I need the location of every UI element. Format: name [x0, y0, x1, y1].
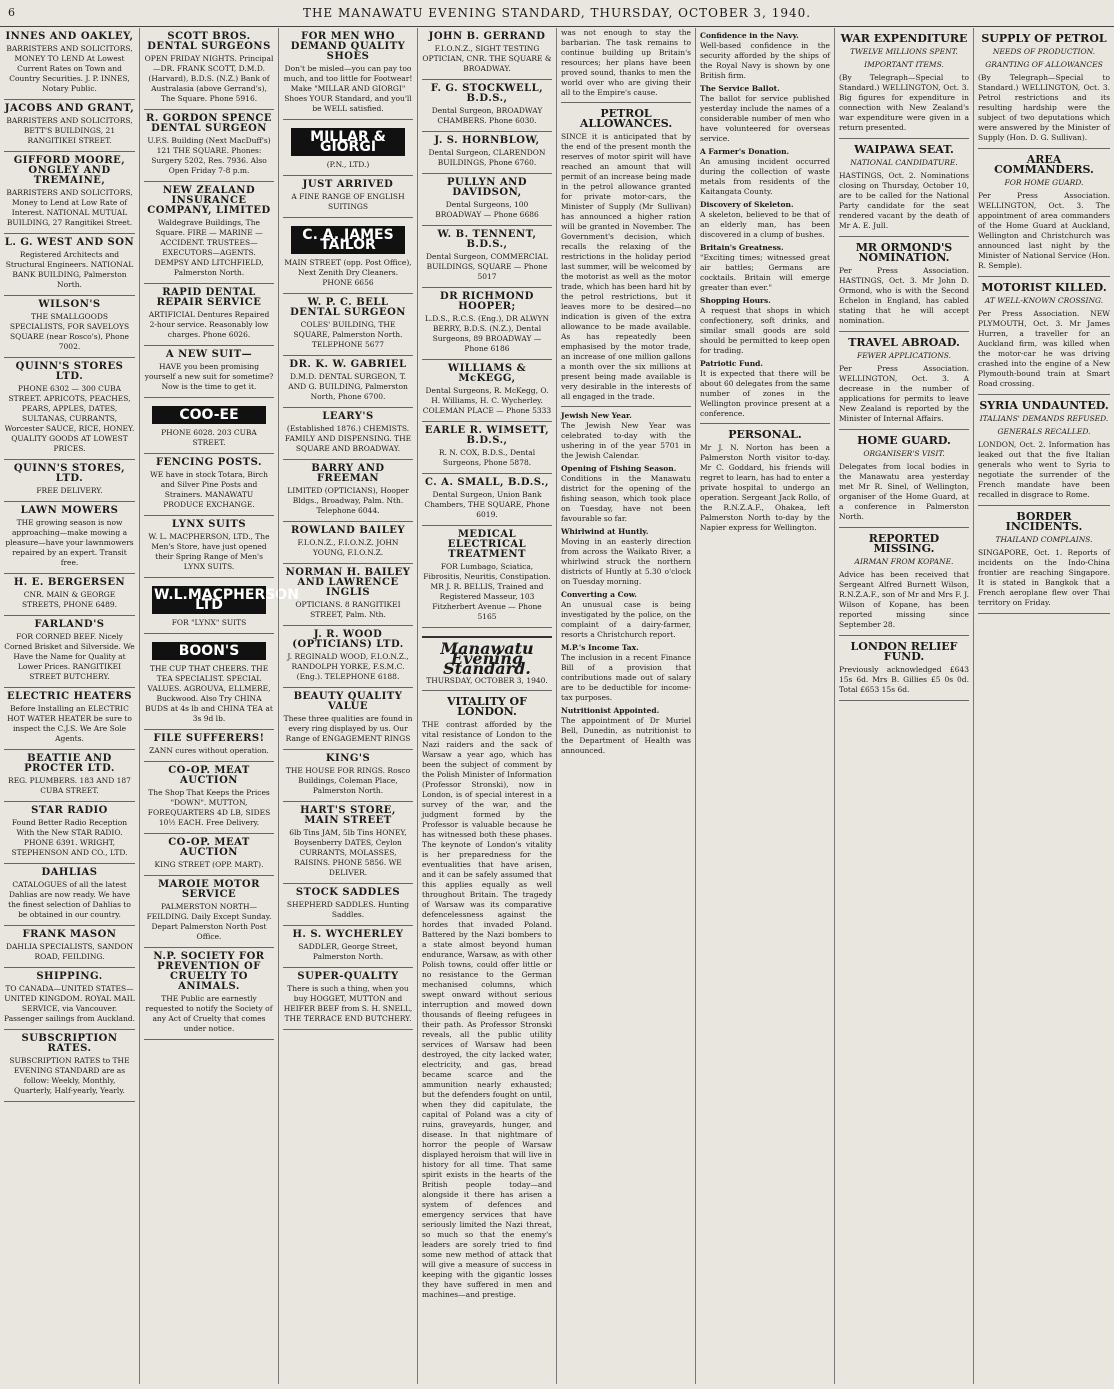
col8-story-headline: BORDER INCIDENTS.	[1005, 510, 1083, 533]
col6-paragraph: It is expected that there will be about 60 delegates from the same number of zones in the Wellington province present at a conference.	[700, 369, 830, 418]
col4-ad-heading: PULLYN AND DAVIDSON,	[447, 177, 527, 198]
col2-ad-heading: N.P. SOCIETY FOR PREVENTION OF CRUELTY TO ANIMALS.	[153, 951, 265, 992]
col6-paragraph: An amusing incident occurred during the collection of waste metals from residents of the Kaitangata County.	[700, 157, 830, 196]
col5-subhead: Nutritionist Appointed.	[561, 706, 660, 715]
col1-ad-heading: SUBSCRIPTION RATES.	[21, 1033, 118, 1054]
col1-ad	[4, 968, 135, 1030]
col2-ad-heading: A NEW SUIT—	[165, 349, 253, 360]
col8-story-subhead: GRANTING OF ALLOWANCES	[985, 60, 1103, 69]
col8-story-subhead: THAILAND COMPLAINS.	[995, 535, 1093, 544]
col8-story-body: Per Press Association. WELLINGTON, Oct. 3. The appointment of area commanders of the Home Guard at Auckland, Wellington and Christchurch was announced last night by the Minister of National Service (Hon. R. Semple).	[978, 191, 1110, 270]
col3-ad	[283, 564, 413, 626]
col3-ad-text: LIMITED (OPTICIANS), Hooper Bldgs., Broadway, Palm. Nth. Telephone 6044.	[287, 486, 409, 515]
col3-ad-heading: MILLAR & GIORGI	[291, 128, 405, 156]
col1-ad-text: CATALOGUES of all the latest Dahlias are now ready. We have the finest selection of Dahlias to be obtained in our country.	[8, 880, 131, 919]
col1-ad-heading: H. E. BERGERSEN	[13, 577, 126, 588]
col2-ad	[144, 634, 274, 730]
col2-ad-heading: MAROIE MOTOR SERVICE	[158, 879, 260, 900]
col8-story-body: Per Press Association. NEW PLYMOUTH, Oct. 3. Mr James Hurren, a traveller for an Auckland firm, was killed when the motor-car he was driving crashed into the engine of a New Plymouth-bound train at Smart Road crossing.	[978, 309, 1110, 388]
col6-paragraph: "Exciting times; witnessed great air battles; Germans are cocktails. Britain will emerge greater than ever."	[700, 253, 830, 292]
col1-ad-text: Registered Architects and Structural Engineers. NATIONAL BANK BUILDING, Palmerston North.	[5, 250, 134, 289]
col4-ad-text: Dental Surgeon, BROADWAY CHAMBERS. Phone 6030.	[431, 106, 543, 125]
personal-title: PERSONAL.	[728, 428, 802, 441]
col7-story-headline: LONDON RELIEF FUND.	[850, 640, 958, 663]
col1-ad-text: REG. PLUMBERS. 183 AND 187 CUBA STREET.	[8, 776, 131, 795]
col6-paragraph: Well-based confidence in the security afforded by the ships of the Royal Navy is shown by one British firm.	[700, 41, 830, 80]
col4-ad	[422, 132, 552, 174]
col5-paragraph: The appointment of Dr Muriel Bell, Dunedin, as nutritionist to the Department of Health was announced.	[561, 716, 691, 755]
col1-ad	[4, 28, 135, 100]
col7-story	[839, 338, 969, 430]
col4-ad-text: FOR Lumbago, Sciatica, Fibrositis, Neuritis, Constipation. MR J. R. BELLIS, Trained and Registered Masseur, 103 Fitzherbert Avenue — Phone 5165	[423, 562, 551, 621]
col4-ad	[422, 226, 552, 288]
col4-ad-heading: EARLE R. WIMSETT, B.D.S.,	[424, 425, 550, 446]
editorial-date: THURSDAY, OCTOBER 3, 1940.	[426, 676, 548, 685]
col5-paragraph: An unusual case is being investigated by the police, on the complaint of a dairy-farmer, resorts a Christchurch report.	[561, 600, 691, 639]
col2-ad-text: FOR "LYNX" SUITS	[171, 618, 247, 627]
col7-story-subhead: ORGANISER'S VISIT.	[863, 449, 945, 458]
page-number: 6	[8, 6, 15, 19]
col1-ad	[4, 502, 135, 574]
col3-ad-heading: BARRY AND FREEMAN	[311, 463, 385, 484]
col2-ad-text: THE Public are earnestly requested to notify the Society of any Act of Cruelty that comes under notice.	[145, 994, 273, 1033]
col7-story	[839, 436, 969, 528]
col7-story-body: Previously acknowledged £643 15s 6d. Mrs B. Gillies £5 0s 0d. Total £653 15s 6d.	[839, 665, 969, 694]
col2-ad	[144, 110, 274, 182]
col2-ad	[144, 730, 274, 762]
col7-story-body: Per Press Association. HASTINGS, Oct. 3. Mr John D. Ormond, who is with the Second Echelon in England, has cabled stating that he will accept nomination.	[839, 266, 969, 325]
col8-story	[978, 155, 1110, 277]
col2-ad-heading: CO-OP. MEAT AUCTION	[168, 837, 250, 858]
col4-ad-heading: MEDICAL ELECTRICAL TREATMENT	[447, 529, 527, 560]
col4-ad-text: Dental Surgeon, CLARENDON BUILDINGS, Phone 6760.	[428, 148, 546, 167]
col3-ad-text: OPTICIANS. 8 RANGITIKEI STREET, Palm. Nth.	[295, 600, 401, 619]
col7-story	[839, 642, 969, 701]
col3-ad	[283, 356, 413, 408]
col2-ad-text: HAVE you been promising yourself a new suit for sometime? Now is the time to get it.	[144, 362, 274, 391]
col1-ad-text: TO CANADA—UNITED STATES—UNITED KINGDOM. ROYAL MAIL SERVICE, via Vancouver. Passenger sailings from Auckland.	[4, 984, 135, 1023]
col3-ad-heading: FOR MEN WHO DEMAND QUALITY SHOES	[290, 31, 406, 62]
col1-ad-text: Before Installing an ELECTRIC HOT WATER HEATER be sure to inspect the C.J.S. We Are Sole Agents.	[7, 704, 132, 743]
petrol-allowances-title: PETROL ALLOWANCES.	[579, 107, 673, 130]
col4-ad-heading: W. B. TENNENT, B.D.S.,	[437, 229, 537, 250]
col2-ad	[144, 398, 274, 454]
col1-ad-text: SUBSCRIPTION RATES to THE EVENING STANDARD are as follow: Weekly, Monthly, Quarterly, Half-yearly, Yearly.	[9, 1056, 130, 1095]
col1-ad-heading: ELECTRIC HEATERS	[7, 691, 132, 702]
col8-story-body: (By Telegraph—Special to Standard.) WELLINGTON, Oct. 3. Petrol restrictions and its resulting hardship were the subject of two deputations which were answered by the Minister of Supply (Hon. D. G. Sullivan).	[978, 73, 1110, 142]
col2-ad-heading: R. GORDON SPENCE DENTAL SURGEON	[146, 113, 272, 134]
col1-ad-text: Found Better Radio Reception With the New STAR RADIO. PHONE 6391. WRIGHT, STEPHENSON AND CO., LTD.	[11, 818, 128, 857]
col7-story-headline: WAIPAWA SEAT.	[854, 143, 954, 156]
col3-ad-text: 6lb Tins JAM, 5lb Tins HONEY, Boysenberry DATES, Ceylon CURRANTS, MOLASSES, RAISINS. PHONE 5856. WE DELIVER.	[289, 828, 407, 877]
col7-story-subhead: TWELVE MILLIONS SPENT.	[850, 47, 958, 56]
col4-ad	[422, 174, 552, 226]
col3-ad-heading: NORMAN H. BAILEY AND LAWRENCE INGLIS	[285, 567, 411, 598]
col4-ad-heading: DR RICHMOND HOOPER;	[440, 291, 534, 312]
col3-ad-heading: LEARY'S	[322, 411, 374, 422]
col4-ad	[422, 526, 552, 628]
personal-body: Mr J. N. Norton has been a Palmerston North visitor to-day. Mr C. Goddard, his friends will regret to learn, has had to enter a private hospital to undergo an operation. Sergeant Jack Rollo, of the R.N.Z.A.F., Ohakea, left Palmerston North to-day by the Napier express for Wellington.	[700, 443, 830, 532]
column-2	[139, 28, 299, 1384]
col2-ad-heading: SCOTT BROS. DENTAL SURGEONS	[147, 31, 271, 52]
col8-story-subhead: ITALIANS' DEMANDS REFUSED.	[979, 414, 1109, 423]
col6-paragraph: The ballot for service published yesterday include the names of a considerable number of men who have volunteered for overseas service.	[700, 94, 830, 143]
column-8	[973, 28, 1114, 1384]
col2-ad	[144, 28, 274, 110]
col1-ad-heading: GIFFORD MOORE, ONGLEY AND TREMAINE,	[13, 155, 126, 186]
column-5	[556, 28, 695, 1384]
col2-ad-heading: COO-EE	[152, 406, 266, 424]
col1-ad	[4, 152, 135, 234]
col3-ad	[283, 176, 413, 218]
col7-story-headline: HOME GUARD.	[857, 434, 951, 447]
col3-ad-text: THE HOUSE FOR RINGS. Rosco Buildings, Coleman Place, Palmerston North.	[285, 766, 411, 795]
col2-ad	[144, 346, 274, 398]
col2-ad	[144, 182, 274, 284]
col3-ad-heading: JUST ARRIVED	[302, 179, 394, 190]
col8-story	[978, 34, 1110, 149]
col1-ad-text: DAHLIA SPECIALISTS, SANDON ROAD, FEILDING.	[5, 942, 134, 961]
col6-subhead: Discovery of Skeleton.	[700, 200, 794, 209]
col1-ad-heading: QUINN'S STORES LTD.	[15, 361, 124, 382]
col3-ad-text: J. REGINALD WOOD, F.I.O.N.Z., RANDOLPH YORKE, F.S.M.C. (Eng.). TELEPHONE 6188.	[287, 652, 409, 681]
col1-ad-text: PHONE 6302 — 300 CUBA STREET. APRICOTS, PEACHES, PEARS, APPLES, DATES, SULTANAS, CURRANTS, Worcester SAUCE, RICE, HONEY. QUALITY GOODS AT LOWEST PRICES.	[4, 384, 135, 453]
col7-story-headline: WAR EXPENDITURE	[840, 32, 968, 45]
col2-ad-text: WE have in stock Totara, Birch and Silver Pine Posts and Strainers. MANAWATU PRODUCE EXCHANGE.	[150, 470, 268, 509]
col3-ad-heading: SUPER-QUALITY	[297, 971, 399, 982]
col7-story-headline: MR ORMOND'S NOMINATION.	[855, 241, 953, 264]
col3-ad-text: D.M.D. DENTAL SURGEON, T. AND G. BUILDING, Palmerston North, Phone 6700.	[288, 372, 408, 401]
col5-paragraph: The inclusion in a recent Finance Bill of a provision that contributions made out of salary are to be deductible for income-tax purposes.	[561, 653, 691, 702]
masthead	[0, 0, 1114, 27]
col3-ad-text: COLES' BUILDING, THE SQUARE, Palmerston North. TELEPHONE 5677	[293, 320, 403, 349]
col8-story-subhead: AT WELL-KNOWN CROSSING.	[984, 296, 1104, 305]
col3-ad	[283, 626, 413, 688]
col8-story	[978, 401, 1110, 506]
newspaper-title: THE MANAWATU EVENING STANDARD, THURSDAY, OCTOBER 3, 1940.	[302, 6, 812, 20]
col3-ad	[283, 294, 413, 356]
col3-ad-text: A FINE RANGE OF ENGLISH SUITINGS	[291, 192, 405, 211]
col2-ad	[144, 762, 274, 834]
col1-ad-heading: STAR RADIO	[31, 805, 108, 816]
col8-story-body: LONDON, Oct. 2. Information has leaked out that the five Italian generals who went to Syria to negotiate the surrender of the French mandate have been recalled in disgrace to Rome.	[978, 440, 1110, 499]
col1-ad-text: FREE DELIVERY.	[36, 486, 103, 495]
col7-story-body: Delegates from local bodies in the Manawatu area yesterday met Mr R. Sinel, of Wellington, organiser of the Home Guard, at a conference in Palmerston North.	[839, 462, 969, 521]
col1-ad	[4, 1030, 135, 1102]
col3-ad	[283, 28, 413, 120]
col3-ad	[283, 120, 413, 176]
col7-story	[839, 243, 969, 332]
col5-paragraph: The Jewish New Year was celebrated to-day with the ushering in of the year 5701 in the Jewish Calendar.	[561, 421, 691, 460]
col3-ad-text: SHEPHERD SADDLES. Hunting Saddles.	[286, 900, 410, 919]
col1-ad	[4, 926, 135, 968]
col1-ad-text: THE SMALLGOODS SPECIALISTS, FOR SAVELOYS SQUARE (near Rosco's), Phone 7002.	[9, 312, 130, 351]
col2-ad-heading: RAPID DENTAL REPAIR SERVICE	[156, 287, 262, 308]
col2-ad-text: W. L. MACPHERSON, LTD., The Men's Store, have just opened their Spring Range of Men's LYNX SUITS.	[148, 532, 270, 571]
col3-ad-text: (Established 1876.) CHEMISTS. FAMILY AND DISPENSING. THE SQUARE AND BROADWAY.	[284, 424, 412, 453]
col2-ad-heading: FILE SUFFERERS!	[153, 733, 265, 744]
col2-ad-text: OPEN FRIDAY NIGHTS. Principal—DR. FRANK SCOTT, D.M.D. (Harvard), B.D.S. (N.Z.) Bank of Australasia (above Gerrand's), The Square. Phone 5916.	[144, 54, 274, 103]
col8-story-headline: MOTORIST KILLED.	[981, 281, 1107, 294]
col7-story-body: Per Press Association. WELLINGTON, Oct. 3. A decrease in the number of applications for permits to leave New Zealand is reported by the Minister of Internal Affairs.	[839, 364, 969, 423]
col8-story-headline: SYRIA UNDAUNTED.	[979, 399, 1109, 412]
col1-ad-heading: DAHLIAS	[41, 867, 98, 878]
col3-ad	[283, 802, 413, 884]
col7-story-subhead: AIRMAN FROM KOPANE.	[854, 557, 954, 566]
col6-paragraph: A skeleton, believed to be that of an elderly man, has been discovered in a clump of bushes.	[700, 210, 830, 239]
col3-ad-text: F.I.O.N.Z., F.I.O.N.Z. JOHN YOUNG, F.I.O.N.Z.	[297, 538, 399, 557]
col1-ad	[4, 864, 135, 926]
col7-story-body: HASTINGS, Oct. 2. Nominations closing on Thursday, October 10, are to be called for the National Party candidate for the seat rendered vacant by the death of Mr A. E. Jull.	[839, 171, 969, 230]
col1-ad-heading: FARLAND'S	[34, 619, 105, 630]
col6-paragraph: A request that shops in which confectionery, soft drinks, and similar small goods are sold should be permitted to keep open for trading.	[700, 306, 830, 355]
petrol-allowances-body: SINCE it is anticipated that by the end of the present month the reserves of motor spirit will have reached an amount that will permit of an increase being made in the petrol allowance granted for private motor-cars, the Minister of Supply (Mr Sullivan) has announced a higher ration will be granted in November. The Government's decision, which recalls the relaxing of the restrictions in the holiday period last summer, will be welcomed by the motorist as well as the motor trade, which has been hard hit by the petrol restrictions, but it leaves more to be desired—no indication is given of the extra allowance to be made available. As has repeatedly been emphasised by the motor trade, an increase of one million gallons a month over the six millions at present being made available is very desirable in the interests of all engaged in the trade.	[561, 132, 691, 401]
col3-ad-heading: W. P. C. BELL DENTAL SURGEON	[290, 297, 406, 318]
col6-subhead: The Service Ballot.	[700, 84, 780, 93]
col6-subhead: Confidence in the Navy.	[700, 31, 799, 40]
col7-story-subhead: NATIONAL CANDIDATURE.	[850, 158, 958, 167]
col2-ad-text: PHONE 6028. 203 CUBA STREET.	[161, 428, 257, 447]
col3-ad-heading: HART'S STORE, MAIN STREET	[300, 805, 396, 826]
col2-ad-text: ZANN cures without operation.	[149, 746, 269, 755]
col3-ad	[283, 408, 413, 460]
col4-ad-text: F.I.O.N.Z., SIGHT TESTING OPTICIAN, CNR. THE SQUARE & BROADWAY.	[422, 44, 552, 73]
col8-story-headline: SUPPLY OF PETROL	[981, 32, 1107, 45]
col3-ad	[283, 884, 413, 926]
col2-ad-heading: LYNX SUITS	[171, 519, 247, 530]
col3-ad-heading: ROWLAND BAILEY	[290, 525, 406, 536]
col8-story-body: SINGAPORE, Oct. 1. Reports of incidents on the Indo-China frontier are reaching Singapore. It is stated in Bangkok that a French aeroplane flew over Thai territory on Friday.	[978, 548, 1110, 607]
col2-ad-text: The Shop That Keeps the Prices "DOWN". MUTTON, FOREQUARTERS 4D LB, SIDES 10½ EACH. Free Delivery.	[147, 788, 271, 827]
col1-ad-heading: SHIPPING.	[36, 971, 103, 982]
col6-subhead: Shopping Hours.	[700, 296, 771, 305]
col2-ad-heading: NEW ZEALAND INSURANCE COMPANY, LIMITED	[147, 185, 271, 216]
col1-ad-heading: JACOBS AND GRANT,	[4, 103, 135, 114]
col5-subhead: Whirlwind at Huntly.	[561, 527, 649, 536]
col2-ad-text: Waldegrave Buildings, The Square. FIRE — MARINE — ACCIDENT. TRUSTEES—EXECUTORS—AGENTS. DEMPSY AND LITCHFIELD, Palmerston North.	[154, 218, 264, 277]
col1-ad	[4, 574, 135, 616]
col7-story	[839, 534, 969, 636]
col4-ad	[422, 28, 552, 80]
col5-subhead: Opening of Fishing Season.	[561, 464, 677, 473]
col3-ad-heading: C. A. JAMES TAILOR	[291, 226, 405, 254]
col3-ad-heading: H. S. WYCHERLEY	[292, 929, 404, 940]
col4-ad-text: Dental Surgeons, 100 BROADWAY — Phone 6686	[435, 200, 539, 219]
column-7	[834, 28, 973, 1384]
col1-ad-heading: WILSON'S	[38, 299, 101, 310]
col1-ad	[4, 234, 135, 296]
col1-ad	[4, 750, 135, 802]
col8-story-headline: AREA COMMANDERS.	[994, 153, 1094, 176]
col5-paragraph: Conditions in the Manawatu district for the opening of the fishing season, which took place on Tuesday, have not been favourable so far.	[561, 474, 691, 523]
column-4	[417, 28, 556, 1384]
col3-ad	[283, 218, 413, 294]
col1-ad	[4, 358, 135, 460]
col1-ad	[4, 688, 135, 750]
col2-ad	[144, 454, 274, 516]
col4-ad-text: Dental Surgeons, R. McKegg, O. H. Williams, H. C. Wycherley. COLEMAN PLACE — Phone 5333	[422, 386, 552, 415]
col2-ad	[144, 948, 274, 1040]
col4-ad	[422, 288, 552, 360]
col4-ad	[422, 474, 552, 526]
col4-ad-text: R. N. COX, B.D.S., Dental Surgeons, Phone 5878.	[438, 448, 536, 467]
col4-ad-heading: F. G. STOCKWELL, B.D.S.,	[430, 83, 544, 104]
col8-story	[978, 283, 1110, 395]
col8-story-subhead: NEEDS OF PRODUCTION.	[992, 47, 1096, 56]
col1-ad	[4, 460, 135, 502]
column-3	[278, 28, 417, 1384]
col4-ad	[422, 422, 552, 474]
col3-ad	[283, 750, 413, 802]
col4-ad-heading: JOHN B. GERRAND	[428, 31, 546, 42]
col6-subhead: Britain's Greatness.	[700, 243, 784, 252]
col3-ad-heading: STOCK SADDLES	[295, 887, 401, 898]
editorial-masthead: Manawatu Evening Standard.	[422, 636, 552, 674]
col6-subhead: Patriotic Fund.	[700, 359, 764, 368]
col3-ad-text: There is such a thing, when you buy HOGGET, MUTTON and HEIFER BEEF from S. H. SNELL, THE TERRACE END BUTCHERY.	[283, 984, 413, 1023]
col5-subhead: Converting a Cow.	[561, 590, 637, 599]
col1-ad	[4, 296, 135, 358]
col3-ad-heading: BEAUTY QUALITY VALUE	[293, 691, 403, 712]
col3-ad-text: SADDLER, George Street, Palmerston North.	[298, 942, 398, 961]
col3-ad	[283, 522, 413, 564]
col2-ad-text: PALMERSTON NORTH—FEILDING. Daily Except Sunday. Depart Palmerston North Post Office.	[146, 902, 272, 941]
col2-ad-heading: BOON'S	[152, 642, 266, 660]
col1-ad-text: THE growing season is now approaching—make mowing a pleasure—have your lawnmowers repaired by an expert. Transit free.	[5, 518, 134, 567]
col4-ad-heading: C. A. SMALL, B.D.S.,	[424, 477, 550, 488]
col7-story-body: (By Telegraph—Special to Standard.) WELLINGTON, Oct. 3. Big figures for expenditure in connection with New Zealand's war expenditure were given in a return presented.	[839, 73, 969, 132]
col1-ad-text: BARRISTERS AND SOLICITORS, MONEY TO LEND At Lowest Current Rates on Town and Country Securities. J. P. INNES, Notary Public.	[6, 44, 133, 93]
col2-ad-text: THE CUP THAT CHEERS. THE TEA SPECIALIST. SPECIAL VALUES. AGROUVA, ELLMERE, Buckwood. Also Try CHINA BUDS at 4s lb and CHINA TEA at 3s 9d lb.	[145, 664, 273, 723]
col3-ad-heading: KING'S	[325, 753, 371, 764]
col8-story-subhead: GENERALS RECALLED.	[997, 427, 1091, 436]
col1-ad-heading: FRANK MASON	[22, 929, 117, 940]
col2-ad-heading: CO-OP. MEAT AUCTION	[168, 765, 250, 786]
col7-story-headline: TRAVEL ABROAD.	[848, 336, 960, 349]
col2-ad-heading: FENCING POSTS.	[156, 457, 262, 468]
leader-continuation: was not enough to stay the barbarian. The task remains to continue building up Britain's resources; her plans have been proved sound, thanks to men the world over who are giving their all to the Empire's cause.	[561, 28, 691, 97]
col2-ad	[144, 876, 274, 948]
col4-ad-heading: J. S. HORNBLOW,	[434, 135, 540, 146]
column-6	[695, 28, 834, 1384]
col7-story-body: Advice has been received that Sergeant Alfred Burnett Wilson, R.N.Z.A.F., son of Mr and Mrs F. J. Wilson of Kopane, has been reported missing since September 28.	[839, 570, 969, 629]
col3-ad-text: These three qualities are found in every ring displayed by us. Our Range of ENGAGEMENT RINGS	[283, 714, 413, 743]
editorial-title: VITALITY OF LONDON.	[447, 695, 527, 718]
col2-ad-heading: W.L.MACPHERSON LTD	[154, 587, 299, 613]
col3-ad	[283, 688, 413, 750]
col5-subhead: Jewish New Year.	[561, 411, 632, 420]
col1-ad-text: CNR. MAIN & GEORGE STREETS, PHONE 6489.	[21, 590, 117, 609]
col4-ad-text: Dental Surgeon, COMMERCIAL BUILDINGS, SQUARE — Phone 5017	[426, 252, 548, 281]
col1-ad-heading: L. G. WEST AND SON	[4, 237, 135, 248]
col7-story-subhead: IMPORTANT ITEMS.	[864, 60, 944, 69]
col1-ad	[4, 802, 135, 864]
col8-story	[978, 512, 1110, 614]
col1-ad-heading: INNES AND OAKLEY,	[5, 31, 134, 42]
col3-ad	[283, 926, 413, 968]
editorial-body: THE contrast afforded by the vital resistance of London to the Nazi raiders and the sack of Warsaw a year ago, which has been the subject of comment by the Polish Minister of Information (Professor Stronski), now in London, is of special interest in a survey of the war, and the judgment formed by the Professor is valuable because he has witnessed both these phases. The keynote of London's vitality is her preparedness for the eventualities that have arisen, and it can be safely assumed that this applies equally as well throughout Britain. The tragedy of Warsaw was its comparative defencelessness against the hordes that invaded Poland. Battered by the Nazi bombers to a state almost beyond human endurance, Warsaw, as with other Polish towns, could offer little or no resistance to the German mechanised columns, which swept onward without serious interruption and mowed down thousands of fleeing refugees in their path. As Professor Stronski reveals, all the public utility services of Warsaw had been destroyed, the city lacked water, electricity, and gas, bread became scarce and the ammunition nearly exhausted; but the defenders fought on until, when they did capitulate, the capital of Poland was a city of ruins, graveyards, hunger, and disease. In that nightmare of horror the people of Warsaw displayed heroism that will live in history for all time. That same spirit exists in the hearts of the British people today—and alongside it there has arisen a system of defences and emergency services that have seriously limited the Nazi threat, so much so that the enemy's leaders are sorely tried to find some new method of attack that will give a measure of success in keeping with the gigantic losses they have suffered in men and machines—and prestige.	[422, 720, 552, 1299]
col1-ad-heading: QUINN'S STORES, LTD.	[13, 463, 126, 484]
col1-ad	[4, 100, 135, 152]
col2-ad-text: U.F.S. Building (Next MacDuff's) 121 THE SQUARE. Phones: Surgery 5202, Res. 7936. Also Open Friday 7-8 p.m.	[147, 136, 271, 175]
col2-ad-text: ARTIFICIAL Dentures Repaired 2-hour service. Reasonably low charges. Phone 6026.	[148, 310, 270, 339]
col5-paragraph: Moving in an easterly direction from across the Waikato River, a whirlwind struck the northern districts of Huntly at 5.30 o'clock on Tuesday morning.	[561, 537, 691, 586]
col3-ad-heading: DR. K. W. GABRIEL	[289, 359, 407, 370]
col8-story-subhead: FOR HOME GUARD.	[1004, 178, 1084, 187]
col5-subhead: M.P.'s Income Tax.	[561, 643, 639, 652]
col3-ad-text: MAIN STREET (opp. Post Office), Next Zenith Dry Cleaners. PHONE 6656	[284, 258, 412, 287]
col3-ad-text: (P.N., LTD.)	[326, 160, 370, 169]
col3-ad	[283, 460, 413, 522]
col2-ad	[144, 284, 274, 346]
col1-ad-text: BARRISTERS AND SOLICITORS, Money to Lend at Low Rate of Interest. NATIONAL MUTUAL BUILDING, 27 Rangitikei Street.	[6, 188, 133, 227]
col6-subhead: A Farmer's Donation.	[700, 147, 790, 156]
col4-ad	[422, 80, 552, 132]
col1-ad	[4, 616, 135, 688]
column-1	[0, 28, 139, 1384]
col7-story-subhead: FEWER APPLICATIONS.	[856, 351, 952, 360]
col7-story-headline: REPORTED MISSING.	[868, 532, 940, 555]
col4-ad	[422, 360, 552, 422]
col2-ad	[144, 578, 299, 634]
col7-story	[839, 34, 969, 139]
col3-ad-heading: J. R. WOOD (OPTICIANS) LTD.	[292, 629, 404, 650]
col3-ad	[283, 968, 413, 1030]
col4-ad-text: L.D.S., R.C.S. (Eng.), DR ALWYN BERRY, B.D.S. (N.Z.), Dental Surgeons, 89 BROADWAY — Phone 6186	[424, 314, 550, 353]
col4-ad-heading: WILLIAMS & McKEGG,	[447, 363, 527, 384]
col4-ad-text: Dental Surgeon, Union Bank Chambers, THE SQUARE, Phone 6019.	[424, 490, 550, 519]
col3-ad-text: Don't be misled—you can pay too much, and too little for Footwear! Make "MILLAR AND GIORGI" Shoes YOUR Standard, and you'll be WELL satisfied.	[283, 64, 413, 113]
col1-ad-heading: LAWN MOWERS	[20, 505, 119, 516]
col1-ad-text: BARRISTERS AND SOLICITORS, BETT'S BUILDINGS, 21 RANGITIKEI STREET.	[6, 116, 133, 145]
col1-ad-text: FOR CORNED BEEF. Nicely Corned Brisket and Silverside. We Have the Name for Quality at Lower Prices. RANGITIKEI STREET BUTCHERY.	[4, 632, 135, 681]
col7-story	[839, 145, 969, 237]
col2-ad-text: KING STREET (OPP. MART).	[154, 860, 264, 869]
col2-ad	[144, 834, 274, 876]
col2-ad	[144, 516, 274, 578]
col1-ad-heading: BEATTIE AND PROCTER LTD.	[24, 753, 115, 774]
